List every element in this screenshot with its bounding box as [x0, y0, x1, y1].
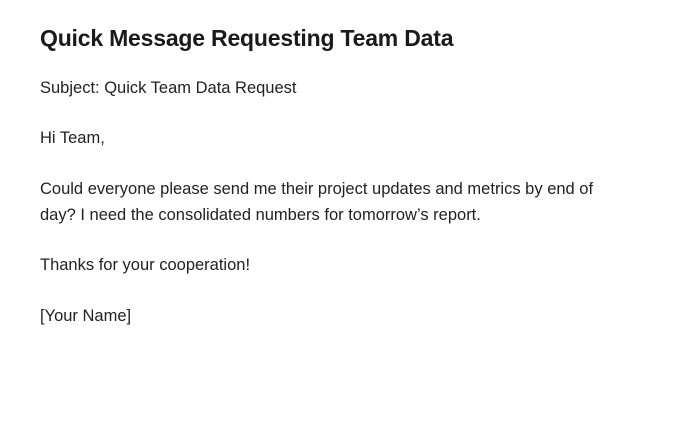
- page-title: Quick Message Requesting Team Data: [40, 25, 454, 51]
- document-body: [40, 76, 660, 329]
- paragraph-signature: [Your Name]: [40, 306, 132, 325]
- paragraph-subject: Subject: Quick Team Data Request: [40, 78, 297, 97]
- paragraph-thanks: Thanks for your cooperation!: [40, 256, 251, 275]
- paragraph-greeting: Hi Team,: [40, 129, 105, 148]
- paragraph-request: Could everyone please send me their project updates and metrics by end of day? I need the consolidated numbers for tomorrow’s report.: [40, 180, 594, 224]
